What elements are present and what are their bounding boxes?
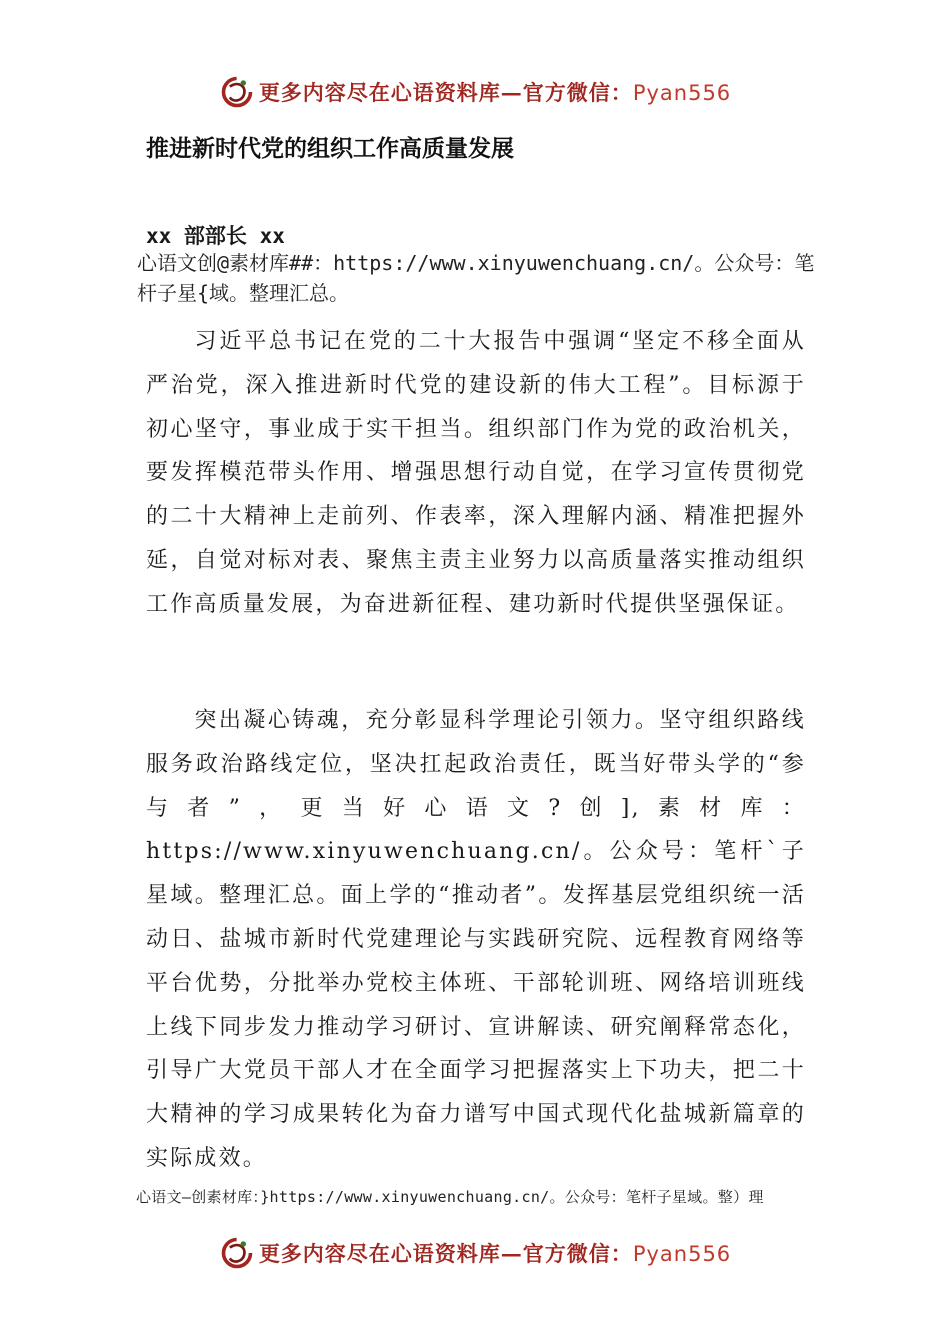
banner-text: 更多内容尽在心语资料库—官方微信：Pyan556 bbox=[258, 1241, 732, 1266]
paragraph-2: 突出凝心铸魂，充分彰显科学理论引领力。坚守组织路线服务政治路线定位，坚决扛起政治责任，既当好带头学的“参与者”，更当好心语文?创],素材库：https://www.xinyuwenchuang.cn/。公众号：笔杆`子星域。整理汇总。面上学的“推动者”。发挥基层党组织统一活动日、盐城市新时代党建理论与实践研究院、远程教育网络等平台优势，分批举办党校主体班、干部轮训班、网络培训班线上线下同步发力推动学习研讨、宣讲解读、研究阐释常态化，引导广大党员干部人才在全面学习把握落实上下功夫，把二十大精神的学习成果转化为奋力谱写中国式现代化盐城新篇章的实际成效。 bbox=[146, 708, 806, 1171]
header-banner bbox=[0, 70, 950, 114]
paragraph-1: 习近平总书记在党的二十大报告中强调“坚定不移全面从严治党，深入推进新时代党的建设新的伟大工程”。目标源于初心坚守，事业成于实干担当。组织部门作为党的政治机关，要发挥模范带头作用、增强思想行动自觉，在学习宣传贯彻党的二十大精神上走前列、作表率，深入理解内涵、精准把握外延，自觉对标对表、聚焦主责主业努力以高质量落实推动组织工作高质量发展，为奋进新征程、建功新时代提供坚强保证。 bbox=[146, 329, 806, 617]
footer-banner bbox=[0, 1231, 950, 1275]
chili-swirl-logo-icon bbox=[219, 74, 255, 110]
chili-swirl-logo-icon bbox=[219, 1235, 255, 1271]
banner-text: 更多内容尽在心语资料库—官方微信：Pyan556 bbox=[258, 80, 732, 105]
document-title: 推进新时代党的组织工作高质量发展 bbox=[146, 136, 514, 162]
source-note: 心语文创@素材库##：https://www.xinyuwenchuang.cn/。公众号：笔杆子星{域。整理汇总。 bbox=[137, 251, 815, 305]
wechat-id: Pyan556 bbox=[632, 1242, 732, 1266]
author-line: xx 部部长 xx bbox=[146, 224, 285, 248]
footer-source-note: 心语文—创素材库：}https://www.xinyuwenchuang.cn/。公众号：笔杆子星域。整）理 bbox=[136, 1188, 764, 1206]
wechat-id: Pyan556 bbox=[632, 81, 732, 105]
